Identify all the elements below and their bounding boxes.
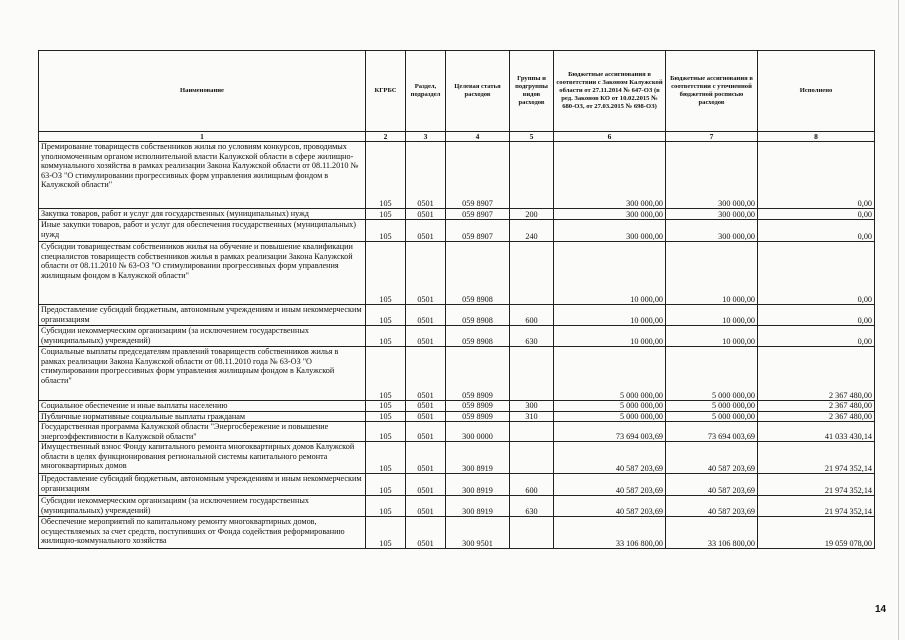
row-rospis-amount: 300 000,00 [666,220,758,242]
row-executed-amount: 0,00 [758,209,875,220]
row-name: Предоставление субсидий бюджетным, автономным учреждениям и иным некоммерческим организациям [39,474,366,496]
row-expense-group [510,517,554,549]
row-rospis-amount: 40 587 203,69 [666,496,758,517]
row-rospis-amount: 40 587 203,69 [666,442,758,474]
col-number: 3 [406,132,446,142]
row-target-article: 059 8907 [446,209,510,220]
row-name: Социальное обеспечение и иные выплаты населению [39,401,366,412]
header-rospis-budget: Бюджетные ассигнования в соответствии с уточненной бюджетной росписью расходов [666,51,758,132]
row-kgrbs: 105 [366,326,406,347]
row-target-article: 059 8907 [446,220,510,242]
row-razdel: 0501 [406,326,446,347]
row-kgrbs: 105 [366,496,406,517]
row-name: Государственная программа Калужской области "Энергосбережение и повышение энергоэффективности в Калужской области" [39,422,366,442]
table-row [39,209,875,220]
row-target-article: 300 8919 [446,474,510,496]
row-kgrbs: 105 [366,347,406,401]
row-law-amount: 40 587 203,69 [554,442,666,474]
row-expense-group [510,242,554,305]
row-executed-amount: 0,00 [758,142,875,209]
row-law-amount: 73 694 003,69 [554,422,666,442]
col-number: 7 [666,132,758,142]
row-razdel: 0501 [406,142,446,209]
row-name: Предоставление субсидий бюджетным, автономным учреждениям и иным некоммерческим организациям [39,305,366,326]
row-razdel: 0501 [406,209,446,220]
row-kgrbs: 105 [366,142,406,209]
row-rospis-amount: 73 694 003,69 [666,422,758,442]
row-expense-group: 240 [510,220,554,242]
row-executed-amount: 2 367 480,00 [758,401,875,412]
row-expense-group: 630 [510,326,554,347]
row-kgrbs: 105 [366,411,406,422]
row-executed-amount: 2 367 480,00 [758,411,875,422]
row-rospis-amount: 33 106 800,00 [666,517,758,549]
row-law-amount: 300 000,00 [554,209,666,220]
row-executed-amount: 41 033 430,14 [758,422,875,442]
table-row [39,326,875,347]
header-law-budget: Бюджетные ассигнования в соответствии с Законом Калужской области от 27.11.2014 № 647-ОЗ (в ред. Законов КО от 10.02.2015 № 680-ОЗ, от 27.03.2015 № 698-ОЗ) [554,51,666,132]
row-rospis-amount: 5 000 000,00 [666,347,758,401]
row-executed-amount: 21 974 352,14 [758,442,875,474]
row-expense-group: 200 [510,209,554,220]
row-name: Обеспечение мероприятий по капитальному ремонту многоквартирных домов, осуществляемых за счет средств, поступивших от Фонда содействия реформированию жилищно-коммунального хозяйства [39,517,366,549]
col-number: 2 [366,132,406,142]
page-number: 14 [875,604,887,615]
row-executed-amount: 0,00 [758,242,875,305]
col-number: 5 [510,132,554,142]
table-row [39,411,875,422]
table-row [39,242,875,305]
col-number: 6 [554,132,666,142]
row-target-article: 059 8908 [446,326,510,347]
row-name: Иные закупки товаров, работ и услуг для обеспечения государственных (муниципальных) нужд [39,220,366,242]
row-razdel: 0501 [406,442,446,474]
row-law-amount: 40 587 203,69 [554,474,666,496]
table-row [39,220,875,242]
row-executed-amount: 19 059 078,00 [758,517,875,549]
row-target-article: 059 8908 [446,305,510,326]
row-law-amount: 10 000,00 [554,242,666,305]
row-name: Субсидии некоммерческим организациям (за исключением государственных (муниципальных) учреждений) [39,496,366,517]
row-rospis-amount: 40 587 203,69 [666,474,758,496]
header-razdel: Раздел, подраздел [406,51,446,132]
row-target-article: 300 8919 [446,496,510,517]
row-rospis-amount: 10 000,00 [666,326,758,347]
row-executed-amount: 2 367 480,00 [758,347,875,401]
row-kgrbs: 105 [366,422,406,442]
row-kgrbs: 105 [366,442,406,474]
row-kgrbs: 105 [366,242,406,305]
row-expense-group [510,142,554,209]
header-executed: Исполнено [758,51,875,132]
column-number-row [39,132,875,142]
row-expense-group: 630 [510,496,554,517]
row-law-amount: 40 587 203,69 [554,496,666,517]
row-target-article: 059 8909 [446,347,510,401]
row-executed-amount: 0,00 [758,305,875,326]
row-target-article: 300 0000 [446,422,510,442]
row-law-amount: 5 000 000,00 [554,401,666,412]
row-target-article: 300 9501 [446,517,510,549]
page-edge [898,0,899,640]
header-group: Группы и подгруппы видов расходов [510,51,554,132]
row-rospis-amount: 5 000 000,00 [666,401,758,412]
row-executed-amount: 0,00 [758,220,875,242]
row-name: Имущественный взнос Фонду капитального ремонта многоквартирных домов Калужской области в целях функционирования региональной системы капитального ремонта многоквартирных домов [39,442,366,474]
table-body [39,142,875,549]
row-rospis-amount: 10 000,00 [666,305,758,326]
row-executed-amount: 21 974 352,14 [758,496,875,517]
row-expense-group: 300 [510,401,554,412]
row-law-amount: 10 000,00 [554,326,666,347]
table-row [39,305,875,326]
row-expense-group: 310 [510,411,554,422]
row-executed-amount: 21 974 352,14 [758,474,875,496]
row-name: Премирование товариществ собственников жилья по условиям конкурсов, проводимых уполномоченным органом исполнительной власти Калужской области в сфере жилищно-коммунального хозяйства в рамках реализации Закона Калужской области от 08.11.2010 № 63-ОЗ "О стимулировании прогрессивных форм управления жилищным фондом в Калужской области" [39,142,366,209]
table-row [39,517,875,549]
row-kgrbs: 105 [366,305,406,326]
table-row [39,401,875,412]
row-kgrbs: 105 [366,220,406,242]
row-law-amount: 300 000,00 [554,220,666,242]
row-razdel: 0501 [406,242,446,305]
header-kgrbs: КГРБС [366,51,406,132]
table-row [39,422,875,442]
header-target: Целевая статья расходов [446,51,510,132]
row-law-amount: 5 000 000,00 [554,411,666,422]
row-razdel: 0501 [406,220,446,242]
row-name: Субсидии некоммерческим организациям (за исключением государственных (муниципальных) учреждений) [39,326,366,347]
row-razdel: 0501 [406,517,446,549]
row-law-amount: 33 106 800,00 [554,517,666,549]
row-kgrbs: 105 [366,517,406,549]
row-target-article: 059 8909 [446,411,510,422]
table-row [39,474,875,496]
row-kgrbs: 105 [366,209,406,220]
budget-table [38,50,875,549]
row-target-article: 059 8907 [446,142,510,209]
row-law-amount: 5 000 000,00 [554,347,666,401]
row-expense-group [510,422,554,442]
row-target-article: 059 8908 [446,242,510,305]
table-row [39,442,875,474]
row-rospis-amount: 300 000,00 [666,142,758,209]
row-executed-amount: 0,00 [758,326,875,347]
row-target-article: 059 8909 [446,401,510,412]
header-row [39,51,875,132]
row-rospis-amount: 300 000,00 [666,209,758,220]
row-kgrbs: 105 [366,401,406,412]
row-kgrbs: 105 [366,474,406,496]
table-row [39,496,875,517]
col-number: 4 [446,132,510,142]
row-expense-group [510,442,554,474]
col-number: 8 [758,132,875,142]
row-razdel: 0501 [406,422,446,442]
row-name: Закупка товаров, работ и услуг для государственных (муниципальных) нужд [39,209,366,220]
row-razdel: 0501 [406,411,446,422]
row-law-amount: 10 000,00 [554,305,666,326]
row-expense-group [510,347,554,401]
table-row [39,347,875,401]
row-rospis-amount: 10 000,00 [666,242,758,305]
row-razdel: 0501 [406,401,446,412]
row-name: Публичные нормативные социальные выплаты гражданам [39,411,366,422]
row-razdel: 0501 [406,305,446,326]
row-expense-group: 600 [510,305,554,326]
table-row [39,142,875,209]
row-rospis-amount: 5 000 000,00 [666,411,758,422]
row-razdel: 0501 [406,347,446,401]
col-number: 1 [39,132,366,142]
header-name: Наименование [39,51,366,132]
row-law-amount: 300 000,00 [554,142,666,209]
row-expense-group: 600 [510,474,554,496]
row-name: Субсидии товариществам собственников жилья на обучение и повышение квалификации специалистов товариществ собственников жилья в рамках реализации Закона Калужской области от 08.11.2010 № 63-ОЗ "О стимулировании прогрессивных форм управления жилищным фондом в Калужской области" [39,242,366,305]
row-target-article: 300 8919 [446,442,510,474]
row-razdel: 0501 [406,496,446,517]
row-name: Социальные выплаты председателям правлений товариществ собственников жилья в рамках реализации Закона Калужской области от 08.11.2010 года № 63-ОЗ "О стимулировании прогрессивных форм управления жилищным фондом в Калужской области" [39,347,366,401]
row-razdel: 0501 [406,474,446,496]
